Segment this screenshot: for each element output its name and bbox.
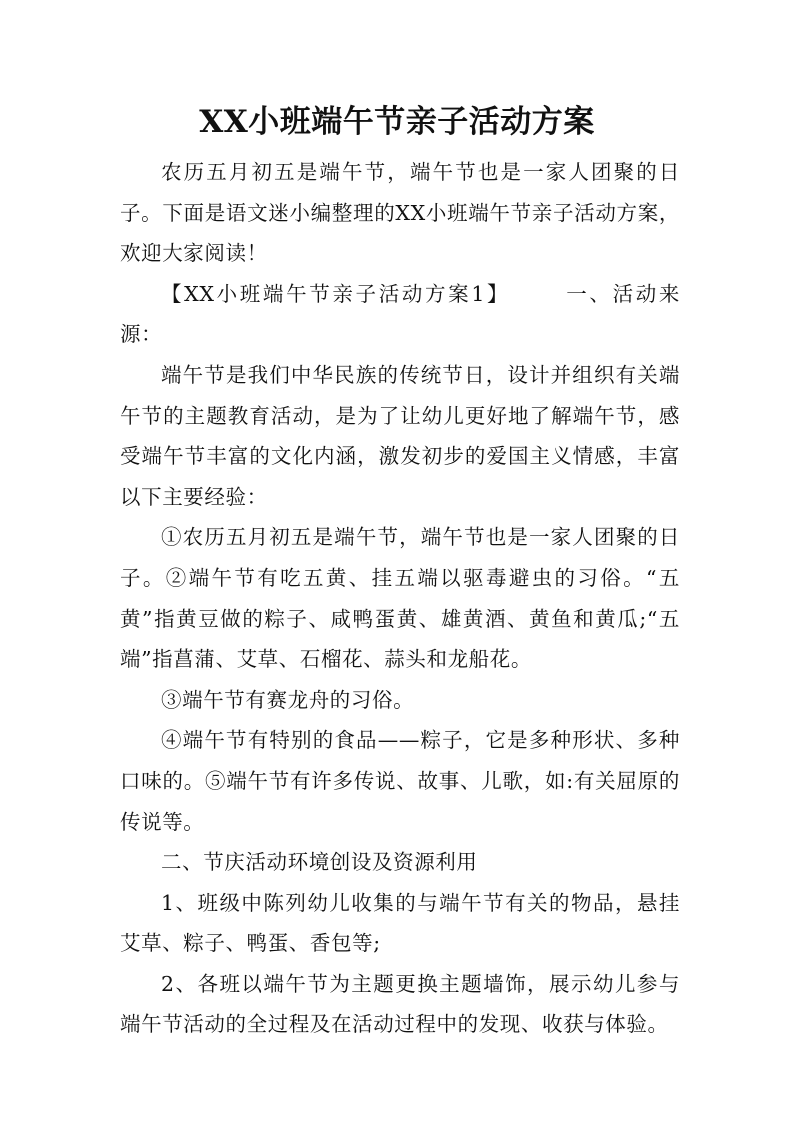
document-body xyxy=(120,152,680,1045)
document-title: XX小班端午节亲子活动方案 xyxy=(199,104,595,140)
experience-item-4-5: ④端午节有特别的食品——粽子，它是多种形状、多种口味的。⑤端午节有许多传说、故事、儿歌，如:有关屈原的传说等。 xyxy=(120,728,680,834)
plan-heading-line xyxy=(120,274,680,355)
plan-heading: 【XX小班端午节亲子活动方案1】 xyxy=(161,281,511,306)
environment-item-1: 1、班级中陈列幼儿收集的与端午节有关的物品，悬挂艾草、粽子、鸭蛋、香包等; xyxy=(120,890,680,956)
intro-paragraph: 农历五月初五是端午节，端午节也是一家人团聚的日子。下面是语文迷小编整理的XX小班端午节亲子活动方案，欢迎大家阅读！ xyxy=(120,160,680,266)
purpose-paragraph: 端午节是我们中华民族的传统节日，设计并组织有关端午节的主题教育活动，是为了让幼儿更好地了解端午节，感受端午节丰富的文化内涵，激发初步的爱国主义情感，丰富以下主要经验： xyxy=(120,362,680,509)
section-two-heading: 二、节庆活动环境创设及资源利用 xyxy=(161,850,478,875)
experience-item-1-2: ①农历五月初五是端午节，端午节也是一家人团聚的日子。②端午节有吃五黄、挂五端以驱毒避虫的习俗。“五黄”指黄豆做的粽子、咸鸭蛋黄、雄黄酒、黄鱼和黄瓜;“五端”指菖蒲、艾草、石榴花、蒜头和龙船花。 xyxy=(120,525,680,672)
section-one-heading: 一、活动来源： xyxy=(120,281,680,347)
environment-item-2: 2、各班以端午节为主题更换主题墙饰，展示幼儿参与端午节活动的全过程及在活动过程中的发现、收获与体验。 xyxy=(120,971,680,1037)
experience-item-3: ③端午节有赛龙舟的习俗。 xyxy=(161,687,415,712)
